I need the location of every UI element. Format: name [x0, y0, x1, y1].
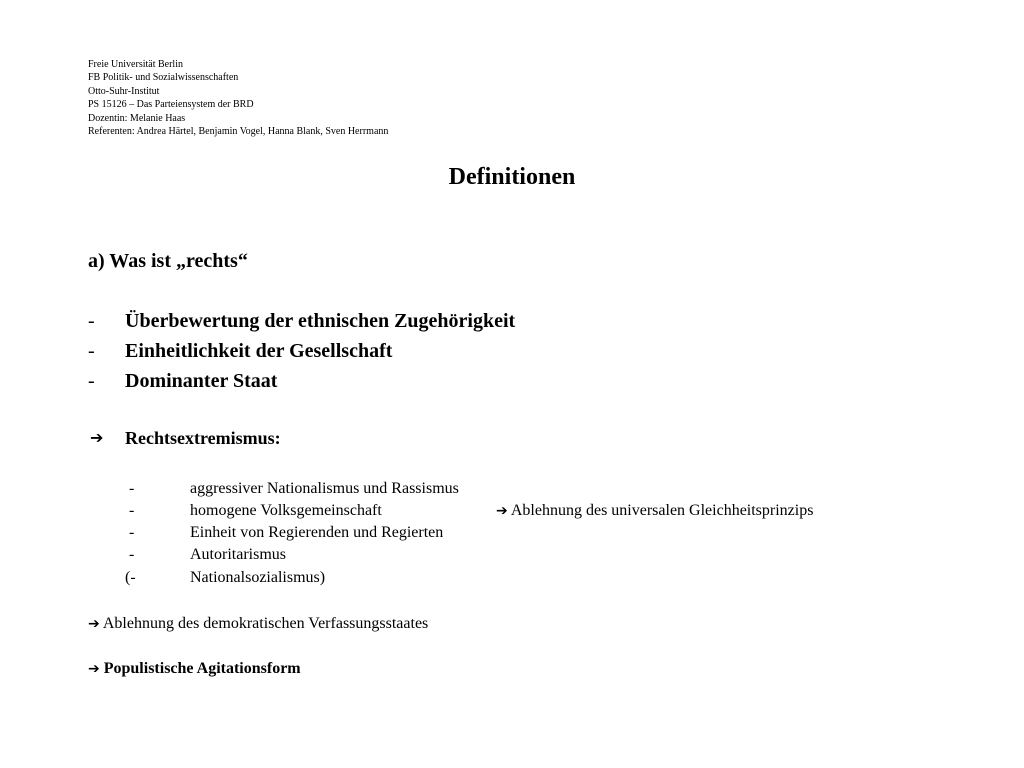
document-header: [88, 58, 388, 138]
list-marker: -: [129, 524, 135, 541]
bullet-dash: -: [88, 370, 95, 392]
header-line-institute: Otto-Suhr-Institut: [88, 85, 160, 97]
list-item-text: Nationalsozialismus): [190, 569, 326, 586]
header-line-presenters: Referenten: Andrea Härtel, Benjamin Vogel, Hanna Blank, Sven Herrmann: [88, 126, 389, 138]
list-item-text: homogene Volksgemeinschaft: [190, 502, 382, 519]
definition-point-text: Einheitlichkeit der Gesellschaft: [125, 340, 393, 362]
list-marker: -: [129, 502, 135, 519]
bullet-dash: -: [88, 310, 95, 332]
header-line-faculty: FB Politik- und Sozialwissenschaften: [88, 72, 239, 84]
page-title: Definitionen: [448, 164, 576, 190]
conclusion-text: Populistische Agitationsform: [103, 660, 301, 677]
header-line-university: Freie Universität Berlin: [88, 59, 183, 70]
rechtsextremismus-label: Rechtsextremismus:: [125, 428, 281, 448]
conclusion-line: [88, 658, 301, 680]
conclusion-text: Ablehnung des demokratischen Verfassungsstaates: [102, 615, 429, 632]
header-line-course: PS 15126 – Das Parteiensystem der BRD: [88, 99, 254, 111]
list-item-text: Einheit von Regierenden und Regierten: [190, 524, 444, 541]
definition-point-text: Dominanter Staat: [125, 370, 278, 392]
list-marker: -: [129, 546, 135, 563]
conclusion-line: [88, 613, 428, 635]
definition-point-text: Überbewertung der ethnischen Zugehörigkeit: [125, 310, 516, 332]
list-marker: -: [129, 480, 135, 497]
bullet-dash: -: [88, 340, 95, 362]
list-item-text: Autoritarismus: [190, 546, 286, 563]
arrow-right-icon: ➔: [496, 503, 508, 519]
arrow-right-icon: ➔: [90, 428, 104, 447]
arrow-right-icon: ➔: [88, 616, 100, 632]
side-note: [496, 500, 813, 522]
list-item-text: aggressiver Nationalismus und Rassismus: [190, 480, 459, 497]
section-heading: a) Was ist „rechts“: [88, 250, 248, 272]
header-line-lecturer: Dozentin: Melanie Haas: [88, 112, 186, 124]
side-note-text: Ablehnung des universalen Gleichheitsprinzips: [510, 502, 814, 519]
arrow-right-icon: ➔: [88, 661, 100, 677]
list-marker: (-: [125, 569, 136, 586]
